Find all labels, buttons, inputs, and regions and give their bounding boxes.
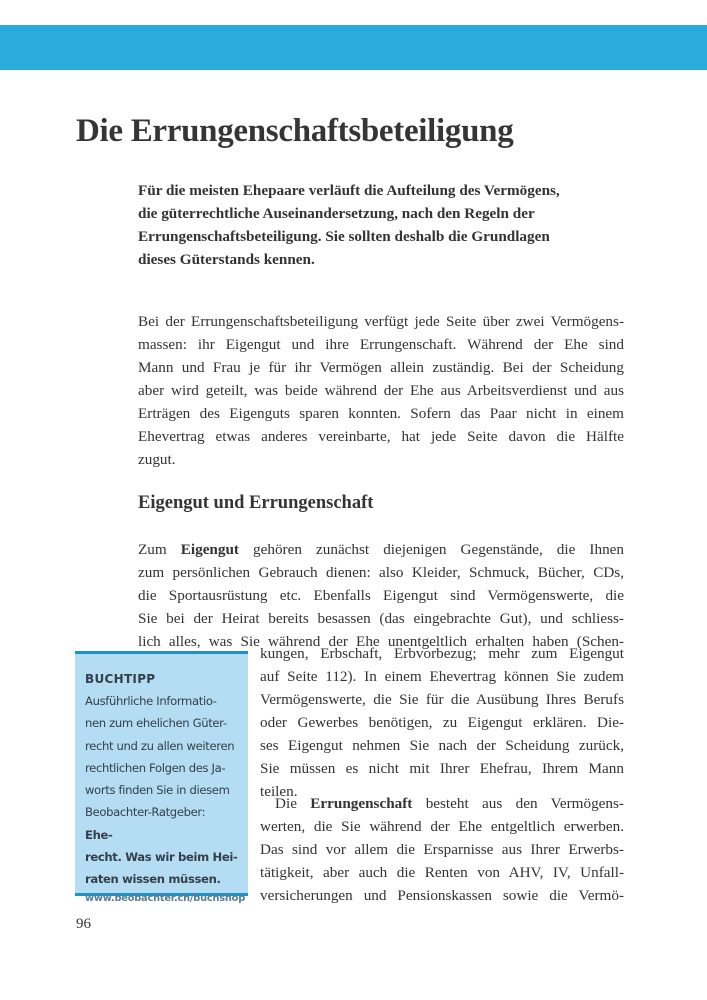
tip-line: Ausführliche Informatio- <box>85 694 217 708</box>
book-title-fragment: recht. Was wir beim Hei- <box>85 850 238 865</box>
tip-line-bold <box>85 868 238 890</box>
section-heading: Eigengut und Errungenschaft <box>138 493 374 513</box>
text-line: massen: ihr Eigengut und ihre Errungenschaft. Während der Ehe sind <box>138 336 624 353</box>
intro-line: Errungenschaftsbeteiligung. Sie sollten deshalb die Grundlagen <box>138 228 550 245</box>
bold-term-errungenschaft: Errungenschaft <box>310 795 413 812</box>
text-fragment: Zum <box>138 541 181 558</box>
book-title-fragment: Ehe- <box>85 827 113 842</box>
text-line: auf Seite 112). In einem Ehevertrag können Sie zudem <box>260 668 624 685</box>
book-tip-text <box>85 690 238 891</box>
text-fragment: Die <box>275 795 311 812</box>
text-line: die Sportausrüstung etc. Ebenfalls Eigengut sind Vermögenswerte, die <box>138 587 624 604</box>
text-line: Ehevertrag etwas anderes vereinbarte, hat jede Seite davon die Hälfte <box>138 428 624 445</box>
book-title-fragment: raten wissen müssen. <box>85 872 221 887</box>
text-fragment: gehören zunächst diejenigen Gegenstände, die Ihnen <box>238 541 624 558</box>
text-line: Sie müssen es nicht mit Ihrer Ehefrau, Ihrem Mann <box>260 760 624 777</box>
text-line: Bei der Errungenschaftsbeteiligung verfügt jede Seite über zwei Vermögens- <box>138 313 624 330</box>
body-paragraph-2-continued <box>260 642 624 803</box>
text-line: werten, die Sie während der Ehe entgeltlich erwerben. <box>260 818 624 835</box>
text-line: Das sind vor allem die Ersparnisse aus Ihrer Erwerbs- <box>260 841 624 858</box>
page-number: 96 <box>76 916 91 932</box>
text-line: kungen, Erbschaft, Erbvorbezug; mehr zum Eigengut <box>260 645 624 662</box>
text-line: aber wird geteilt, was beide während der Ehe aus Arbeitsverdienst und aus <box>138 382 624 399</box>
tip-line: rechtlichen Folgen des Ja- <box>85 760 226 775</box>
text-line: versicherungen und Pensionskassen sowie die Vermö- <box>260 887 624 904</box>
text-fragment: Beobachter-Ratgeber: <box>85 805 206 820</box>
intro-line: dieses Güterstands kennen. <box>138 251 315 268</box>
tip-line: nen zum ehelichen Güter- <box>85 716 227 731</box>
page-title: Die Errungenschaftsbeteiligung <box>76 113 514 149</box>
text-fragment: besteht aus den Vermögens- <box>412 795 624 812</box>
text-line <box>260 792 624 815</box>
text-line: tätigkeit, aber auch die Renten von AHV, IV, Unfall- <box>260 864 624 881</box>
body-paragraph-2 <box>138 538 624 653</box>
text-line: Vermögenswerte, die Sie für die Ausübung Ihres Berufs <box>260 691 624 708</box>
text-line: Mann und Frau je für ihr Vermögen allein zuständig. Bei der Scheidung <box>138 359 624 376</box>
text-line: zum persönlichen Gebrauch dienen: also Kleider, Schmuck, Bücher, CDs, <box>138 564 624 581</box>
body-paragraph-3 <box>260 792 624 907</box>
book-tip-box <box>75 651 248 904</box>
tip-line: worts finden Sie in diesem <box>85 783 230 798</box>
tip-line <box>85 801 238 846</box>
header-color-band <box>0 25 707 70</box>
intro-line: die güterrechtliche Auseinandersetzung, nach den Regeln der <box>138 205 535 222</box>
text-line: teilen. <box>260 783 298 800</box>
text-line: zugut. <box>138 451 176 468</box>
bookshop-link[interactable]: www.beobachter.ch/buchshop <box>85 892 246 904</box>
text-line: Sie bei der Heirat bereits besassen (das eingebrachte Gut), und schliess- <box>138 610 624 627</box>
intro-paragraph <box>138 179 608 271</box>
bold-term-eigengut: Eigengut <box>180 541 239 558</box>
text-line: ses Eigengut nehmen Sie nach der Scheidung zurück, <box>260 737 624 754</box>
intro-line: Für die meisten Ehepaare verläuft die Aufteilung des Vermögens, <box>138 182 560 199</box>
body-paragraph-1 <box>138 310 624 471</box>
text-line <box>138 538 624 561</box>
book-tip-title: BUCHTIPP <box>85 672 156 686</box>
text-line: lich alles, was Sie während der Ehe unentgeltlich erhalten haben (Schen- <box>138 633 624 650</box>
text-line: oder Gewerbes benötigen, zu Eigengut erklären. Die- <box>260 714 624 731</box>
tip-line-bold <box>85 846 238 868</box>
text-line: Erträgen des Eigenguts sparen konnten. Sofern das Paar nicht in einem <box>138 405 624 422</box>
tip-line: recht und zu allen weiteren <box>85 738 235 753</box>
